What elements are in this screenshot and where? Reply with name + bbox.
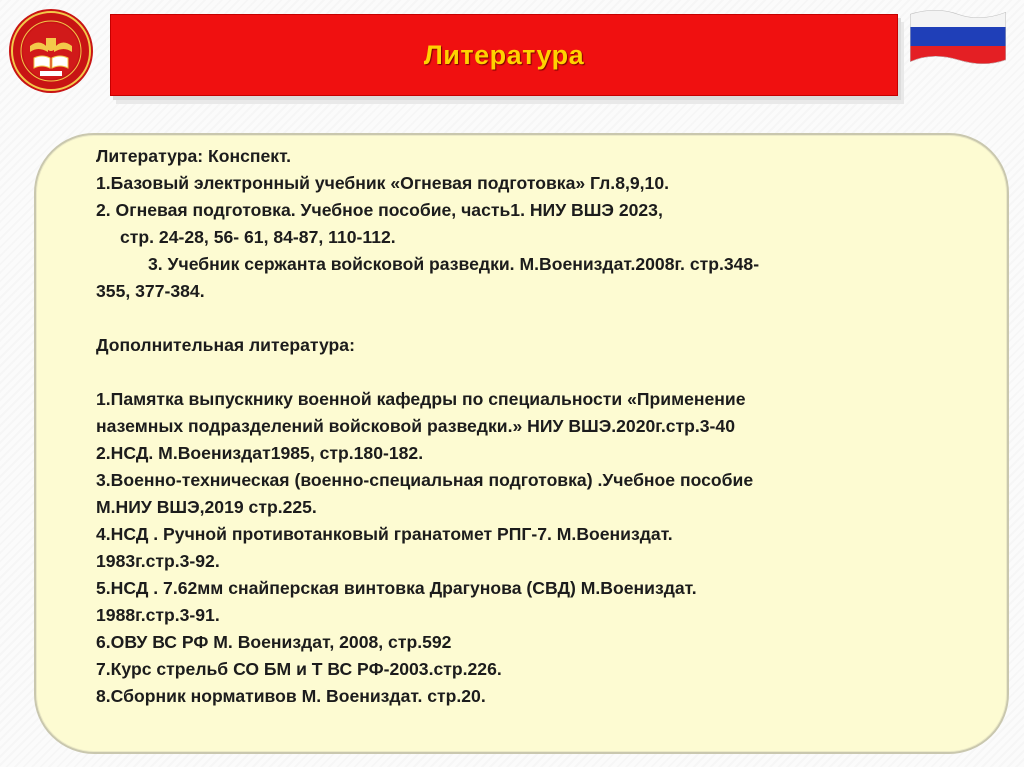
list-item: 3.Военно-техническая (военно-специальная подготовка) .Учебное пособие [96,470,754,490]
list-item: 1.Базовый электронный учебник «Огневая подготовка» Гл.8,9,10. [96,173,669,193]
spacer [96,359,976,386]
list-item: 2.НСД. М.Воениздат1985, стр.180-182. [96,443,424,463]
list-item: 7.Курс стрельб СО БМ и Т ВС РФ-2003.стр.226. [96,659,502,679]
list-item: 5.НСД . 7.62мм снайперская винтовка Драгунова (СВД) М.Воениздат. [96,578,697,598]
spacer [96,305,976,332]
additional-literature-heading: Дополнительная литература: [96,335,355,355]
list-item: 1983г.стр.3-92. [96,551,220,571]
list-item: 3. Учебник сержанта войсковой разведки. М.Воениздат.2008г. стр.348- [148,254,760,274]
list-item: 2. Огневая подготовка. Учебное пособие, часть1. НИУ ВШЭ 2023, [96,200,663,220]
list-item: 8.Сборник нормативов М. Воениздат. стр.20. [96,686,486,706]
page-title: Литература [423,39,585,70]
list-item: 6.ОВУ ВС РФ М. Воениздат, 2008, стр.592 [96,632,452,652]
list-item: М.НИУ ВШЭ,2019 стр.225. [96,497,317,517]
list-item: наземных подразделений войсковой разведки.» НИУ ВШЭ.2020г.стр.3-40 [96,416,735,436]
list-item: 355, 377-384. [96,281,205,301]
literature-list [96,143,976,710]
russian-flag-icon [906,6,1010,68]
list-item: стр. 24-28, 56- 61, 84-87, 110-112. [120,227,396,247]
military-department-emblem-icon [8,8,94,94]
list-item: 1.Памятка выпускнику военной кафедры по специальности «Применение [96,389,746,409]
main-literature-heading: Литература: Конспект. [96,146,292,166]
title-bar [110,14,898,96]
list-item: 4.НСД . Ручной противотанковый гранатомет РПГ-7. М.Воениздат. [96,524,673,544]
list-item: 1988г.стр.3-91. [96,605,220,625]
